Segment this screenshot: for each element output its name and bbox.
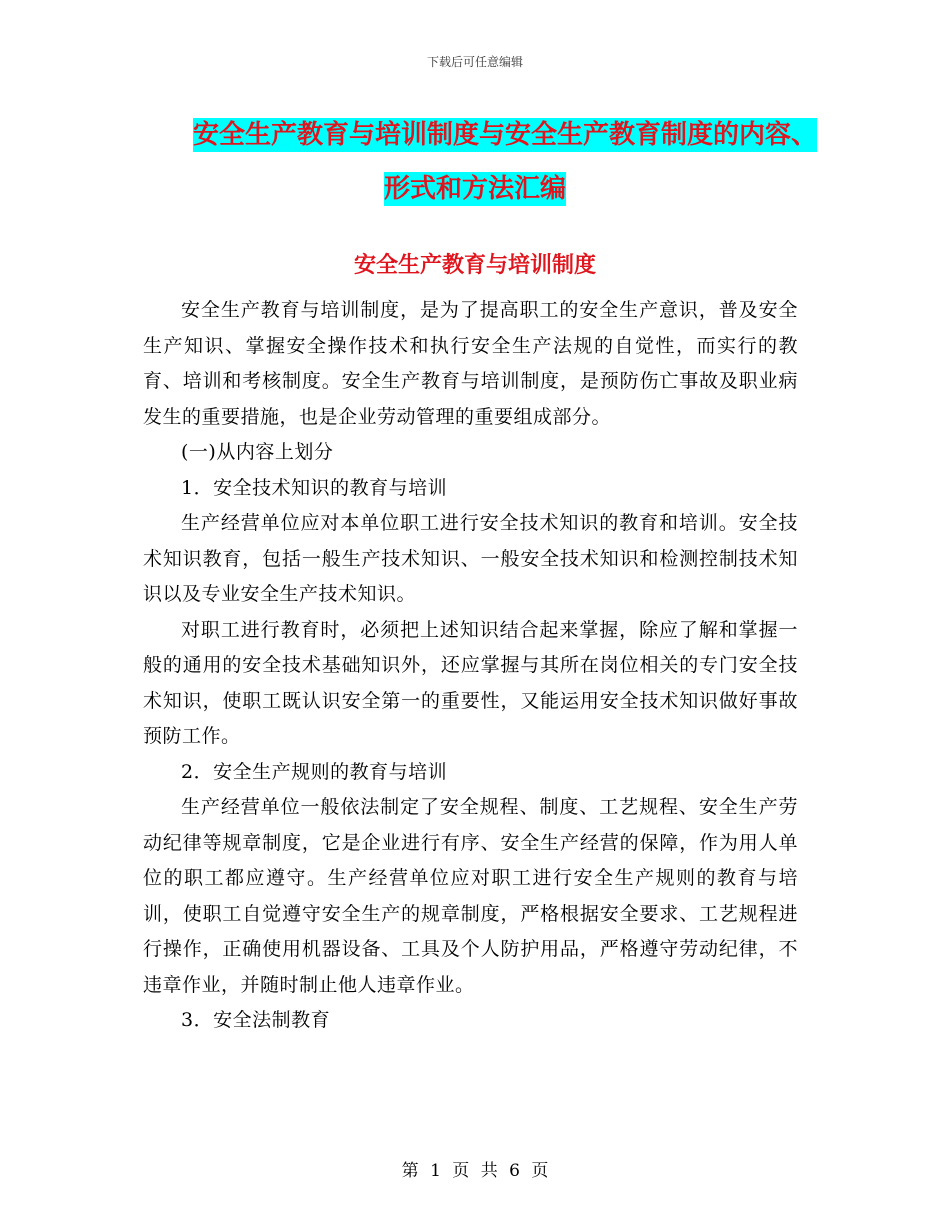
document-title-line-1 (60, 108, 950, 162)
document-title-line-2-text: 形式和方法汇编 (383, 174, 566, 204)
document-title-line-2 (0, 162, 950, 216)
paragraph-combine-knowledge: 对职工进行教育时，必须把上述知识结合起来掌握，除应了解和掌握一般的通用的安全技术基础知识外，还应掌握与其所在岗位相关的专门安全技术知识，使职工既认识安全第一的重要性，又能运用安全技术知识做好事故预防工作。 (143, 618, 798, 747)
subheading-item-1: 1．安全技术知识的教育与培训 (181, 476, 448, 499)
page-number-footer: 第 1 页 共 6 页 (401, 1161, 549, 1181)
subheading-item-2: 2．安全生产规则的教育与培训 (181, 760, 448, 783)
subheading-content-division: (一)从内容上划分 (181, 441, 334, 463)
paragraph-safety-knowledge: 生产经营单位应对本单位职工进行安全技术知识的教育和培训。安全技术知识教育，包括一般生产技术知识、一般安全技术知识和检测控制技术知识以及专业安全生产技术知识。 (143, 512, 798, 605)
header-note: 下载后可任意编辑 (426, 55, 523, 69)
document-body (143, 293, 798, 1039)
section-heading: 安全生产教育与培训制度 (353, 253, 596, 278)
document-title (0, 108, 950, 216)
paragraph-intro: 安全生产教育与培训制度，是为了提高职工的安全生产意识，普及安全生产知识、掌握安全操作技术和执行安全生产法规的自觉性，而实行的教育、培训和考核制度。安全生产教育与培训制度，是预防伤亡事故及职业病发生的重要措施，也是企业劳动管理的重要组成部分。 (143, 299, 798, 428)
paragraph-safety-rules: 生产经营单位一般依法制定了安全规程、制度、工艺规程、安全生产劳动纪律等规章制度，它是企业进行有序、安全生产经营的保障，作为用人单位的职工都应遵守。生产经营单位应对职工进行安全生产规则的教育与培训，使职工自觉遵守安全生产的规章制度，严格根据安全要求、工艺规程进行操作，正确使用机器设备、工具及个人防护用品，严格遵守劳动纪律，不违章作业，并随时制止他人违章作业。 (143, 796, 798, 996)
document-title-line-1-text: 安全生产教育与培训制度与安全生产教育制度的内容、 (192, 120, 817, 150)
subheading-item-3: 3．安全法制教育 (181, 1009, 331, 1031)
